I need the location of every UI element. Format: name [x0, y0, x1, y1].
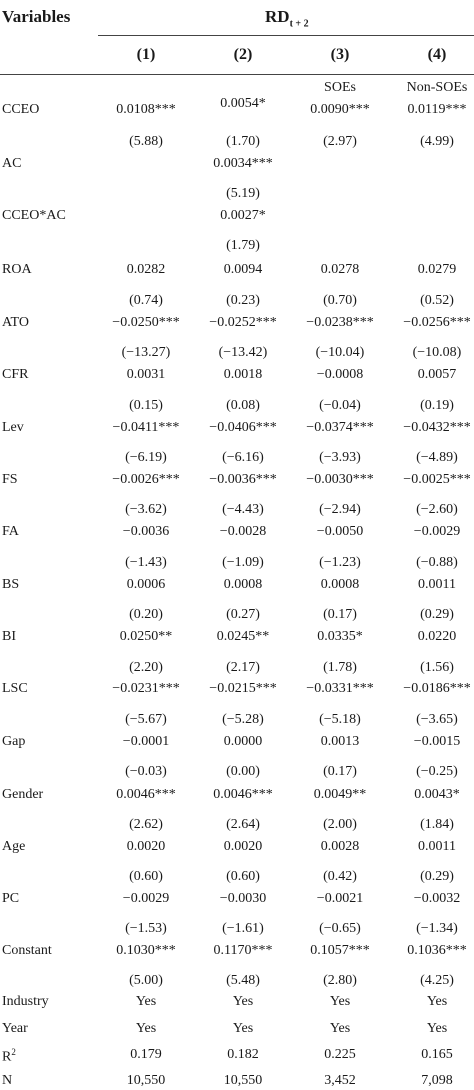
row-label: FA [2, 524, 19, 539]
t-stat-cell: (0.08) [226, 398, 260, 413]
column-header-rule [0, 74, 474, 75]
footer-value-cell: Yes [329, 994, 351, 1009]
header-rule [98, 35, 474, 36]
t-stat-cell: (−13.27) [121, 345, 171, 360]
t-stat-cell: (2.17) [226, 660, 260, 675]
t-stat-cell: (0.29) [420, 607, 454, 622]
t-stat-cell: (2.62) [129, 817, 163, 832]
coefficient-cell: 0.0119*** [407, 102, 467, 117]
t-stat-cell: (2.80) [323, 973, 357, 988]
row-label: CFR [2, 367, 29, 382]
row-label: Gender [2, 787, 44, 802]
row-label: BI [2, 629, 16, 644]
coefficient-cell: −0.0021 [316, 891, 364, 906]
t-stat-cell: (0.23) [226, 293, 260, 308]
coefficient-cell: −0.0252*** [209, 315, 277, 330]
t-stat-cell: (1.70) [226, 134, 260, 149]
row-label: PC [2, 891, 20, 906]
coefficient-cell: 0.0094 [223, 262, 263, 277]
column-3-subheader: SOEs [324, 80, 356, 95]
coefficient-cell: 0.1030*** [116, 943, 176, 958]
coefficient-cell: −0.0032 [413, 891, 461, 906]
row-label: ATO [2, 315, 29, 330]
footer-value-cell: Yes [329, 1021, 351, 1036]
t-stat-cell: (−2.60) [416, 502, 458, 517]
t-stat-cell: (1.56) [420, 660, 454, 675]
t-stat-cell: (−0.88) [416, 555, 458, 570]
coefficient-cell: −0.0374*** [306, 420, 374, 435]
footer-value-cell: 0.225 [324, 1047, 356, 1062]
row-label [2, 994, 49, 1010]
coefficient-cell: −0.0250*** [112, 315, 180, 330]
t-stat-cell: (−6.16) [222, 450, 264, 465]
row-label-text: N [2, 1073, 13, 1088]
row-label-superscript: 2 [11, 1047, 16, 1057]
footer-value-cell: 10,550 [223, 1073, 263, 1088]
row-label-text: Year [2, 1021, 28, 1036]
coefficient-cell: 0.1057*** [310, 943, 370, 958]
coefficient-cell: 0.0018 [223, 367, 263, 382]
coefficient-cell: 0.0008 [223, 577, 263, 592]
t-stat-cell: (0.60) [226, 869, 260, 884]
t-stat-cell: (0.27) [226, 607, 260, 622]
t-stat-cell: (5.00) [129, 973, 163, 988]
row-label: Constant [2, 943, 52, 958]
footer-value-cell: 7,098 [421, 1073, 453, 1088]
footer-value-cell: 0.165 [421, 1047, 453, 1062]
t-stat-cell: (2.00) [323, 817, 357, 832]
t-stat-cell: (0.60) [129, 869, 163, 884]
footer-value-cell: 10,550 [126, 1073, 166, 1088]
variables-header: Variables [2, 7, 71, 26]
column-header-2: (2) [233, 46, 253, 63]
t-stat-cell: (−13.42) [218, 345, 268, 360]
coefficient-cell: 0.0046*** [213, 787, 273, 802]
coefficient-cell: 0.0046*** [116, 787, 176, 802]
coefficient-cell: 0.0054* [220, 96, 266, 111]
t-stat-cell: (1.84) [420, 817, 454, 832]
t-stat-cell: (0.19) [420, 398, 454, 413]
rd-header-subscript: t + 2 [289, 18, 309, 30]
coefficient-cell: 0.0090*** [310, 102, 370, 117]
footer-value-cell: 0.182 [227, 1047, 259, 1062]
t-stat-cell: (−0.65) [319, 921, 361, 936]
coefficient-cell: 0.1170*** [213, 943, 273, 958]
row-label: Lev [2, 420, 24, 435]
t-stat-cell: (0.17) [323, 607, 357, 622]
coefficient-cell: −0.0001 [122, 734, 170, 749]
t-stat-cell: (1.78) [323, 660, 357, 675]
t-stat-cell: (−5.18) [319, 712, 361, 727]
coefficient-cell: 0.0250** [119, 629, 173, 644]
t-stat-cell: (5.19) [226, 186, 260, 201]
t-stat-cell: (4.99) [420, 134, 454, 149]
coefficient-cell: −0.0186*** [403, 681, 471, 696]
t-stat-cell: (4.25) [420, 973, 454, 988]
coefficient-cell: −0.0238*** [306, 315, 374, 330]
t-stat-cell: (−3.65) [416, 712, 458, 727]
column-header-3: (3) [330, 46, 350, 63]
t-stat-cell: (−10.04) [315, 345, 365, 360]
row-label [2, 1021, 28, 1037]
t-stat-cell: (0.20) [129, 607, 163, 622]
coefficient-cell: 0.0245** [216, 629, 270, 644]
coefficient-cell: 0.0279 [417, 262, 457, 277]
footer-value-cell: Yes [135, 1021, 157, 1036]
footer-value-cell: Yes [135, 994, 157, 1009]
footer-value-cell: Yes [426, 1021, 448, 1036]
coefficient-cell: 0.0020 [223, 839, 263, 854]
coefficient-cell: 0.0028 [320, 839, 360, 854]
t-stat-cell: (−3.93) [319, 450, 361, 465]
coefficient-cell: −0.0406*** [209, 420, 277, 435]
coefficient-cell: 0.0034*** [213, 156, 273, 171]
coefficient-cell: −0.0030*** [306, 472, 374, 487]
coefficient-cell: 0.0057 [417, 367, 457, 382]
rd-header [265, 7, 309, 29]
t-stat-cell: (−3.62) [125, 502, 167, 517]
t-stat-cell: (0.42) [323, 869, 357, 884]
coefficient-cell: −0.0029 [122, 891, 170, 906]
t-stat-cell: (0.29) [420, 869, 454, 884]
row-label: AC [2, 156, 22, 171]
column-4-subheader: Non-SOEs [406, 80, 468, 95]
row-label: ROA [2, 262, 32, 277]
coefficient-cell: 0.0043* [414, 787, 460, 802]
row-label: FS [2, 472, 18, 487]
coefficient-cell: 0.0108*** [116, 102, 176, 117]
footer-value-cell: Yes [232, 1021, 254, 1036]
coefficient-cell: −0.0036*** [209, 472, 277, 487]
t-stat-cell: (5.48) [226, 973, 260, 988]
coefficient-cell: −0.0411*** [112, 420, 180, 435]
coefficient-cell: −0.0050 [316, 524, 364, 539]
t-stat-cell: (−6.19) [125, 450, 167, 465]
coefficient-cell: −0.0029 [413, 524, 461, 539]
row-label: Gap [2, 734, 26, 749]
coefficient-cell: 0.0335* [317, 629, 363, 644]
t-stat-cell: (−1.61) [222, 921, 264, 936]
t-stat-cell: (5.88) [129, 134, 163, 149]
rd-header-text: RD [265, 7, 290, 26]
t-stat-cell: (−4.89) [416, 450, 458, 465]
row-label: LSC [2, 681, 28, 696]
coefficient-cell: −0.0331*** [306, 681, 374, 696]
coefficient-cell: −0.0256*** [403, 315, 471, 330]
t-stat-cell: (−0.04) [319, 398, 361, 413]
coefficient-cell: 0.0006 [126, 577, 166, 592]
t-stat-cell: (0.52) [420, 293, 454, 308]
t-stat-cell: (0.15) [129, 398, 163, 413]
coefficient-cell: −0.0215*** [209, 681, 277, 696]
t-stat-cell: (−2.94) [319, 502, 361, 517]
row-label [2, 1073, 12, 1089]
coefficient-cell: 0.0011 [418, 839, 456, 854]
coefficient-cell: 0.0013 [320, 734, 360, 749]
coefficient-cell: 0.0027* [220, 208, 266, 223]
footer-value-cell: 0.179 [130, 1047, 162, 1062]
coefficient-cell: −0.0026*** [112, 472, 180, 487]
coefficient-cell: 0.0278 [320, 262, 360, 277]
footer-value-cell: Yes [426, 994, 448, 1009]
t-stat-cell: (−0.25) [416, 764, 458, 779]
coefficient-cell: 0.0000 [223, 734, 263, 749]
t-stat-cell: (−1.09) [222, 555, 264, 570]
coefficient-cell: 0.1036*** [407, 943, 467, 958]
row-label: CCEO*AC [2, 208, 66, 223]
t-stat-cell: (−5.67) [125, 712, 167, 727]
t-stat-cell: (2.97) [323, 134, 357, 149]
coefficient-cell: −0.0030 [219, 891, 267, 906]
coefficient-cell: −0.0432*** [403, 420, 471, 435]
coefficient-cell: −0.0008 [316, 367, 364, 382]
t-stat-cell: (0.70) [323, 293, 357, 308]
column-header-4: (4) [427, 46, 447, 63]
coefficient-cell: −0.0231*** [112, 681, 180, 696]
coefficient-cell: 0.0282 [126, 262, 166, 277]
t-stat-cell: (−10.08) [412, 345, 462, 360]
t-stat-cell: (2.64) [226, 817, 260, 832]
row-label: BS [2, 577, 20, 592]
coefficient-cell: 0.0031 [126, 367, 166, 382]
footer-value-cell: Yes [232, 994, 254, 1009]
t-stat-cell: (−1.34) [416, 921, 458, 936]
coefficient-cell: −0.0028 [219, 524, 267, 539]
row-label-text: R [2, 1049, 12, 1065]
coefficient-cell: −0.0025*** [403, 472, 471, 487]
t-stat-cell: (0.74) [129, 293, 163, 308]
t-stat-cell: (−4.43) [222, 502, 264, 517]
t-stat-cell: (−1.43) [125, 555, 167, 570]
t-stat-cell: (0.00) [226, 764, 260, 779]
t-stat-cell: (2.20) [129, 660, 163, 675]
coefficient-cell: 0.0011 [418, 577, 456, 592]
t-stat-cell: (0.17) [323, 764, 357, 779]
column-header-1: (1) [136, 46, 156, 63]
t-stat-cell: (−1.53) [125, 921, 167, 936]
coefficient-cell: 0.0020 [126, 839, 166, 854]
row-label [2, 1047, 16, 1066]
coefficient-cell: −0.0036 [122, 524, 170, 539]
t-stat-cell: (1.79) [226, 238, 260, 253]
row-label-text: Industry [2, 994, 49, 1009]
t-stat-cell: (−1.23) [319, 555, 361, 570]
t-stat-cell: (−5.28) [222, 712, 264, 727]
footer-value-cell: 3,452 [324, 1073, 356, 1088]
t-stat-cell: (−0.03) [125, 764, 167, 779]
row-label: CCEO [2, 102, 40, 117]
coefficient-cell: −0.0015 [413, 734, 461, 749]
coefficient-cell: 0.0049** [313, 787, 367, 802]
coefficient-cell: 0.0008 [320, 577, 360, 592]
row-label: Age [2, 839, 26, 854]
coefficient-cell: 0.0220 [417, 629, 457, 644]
